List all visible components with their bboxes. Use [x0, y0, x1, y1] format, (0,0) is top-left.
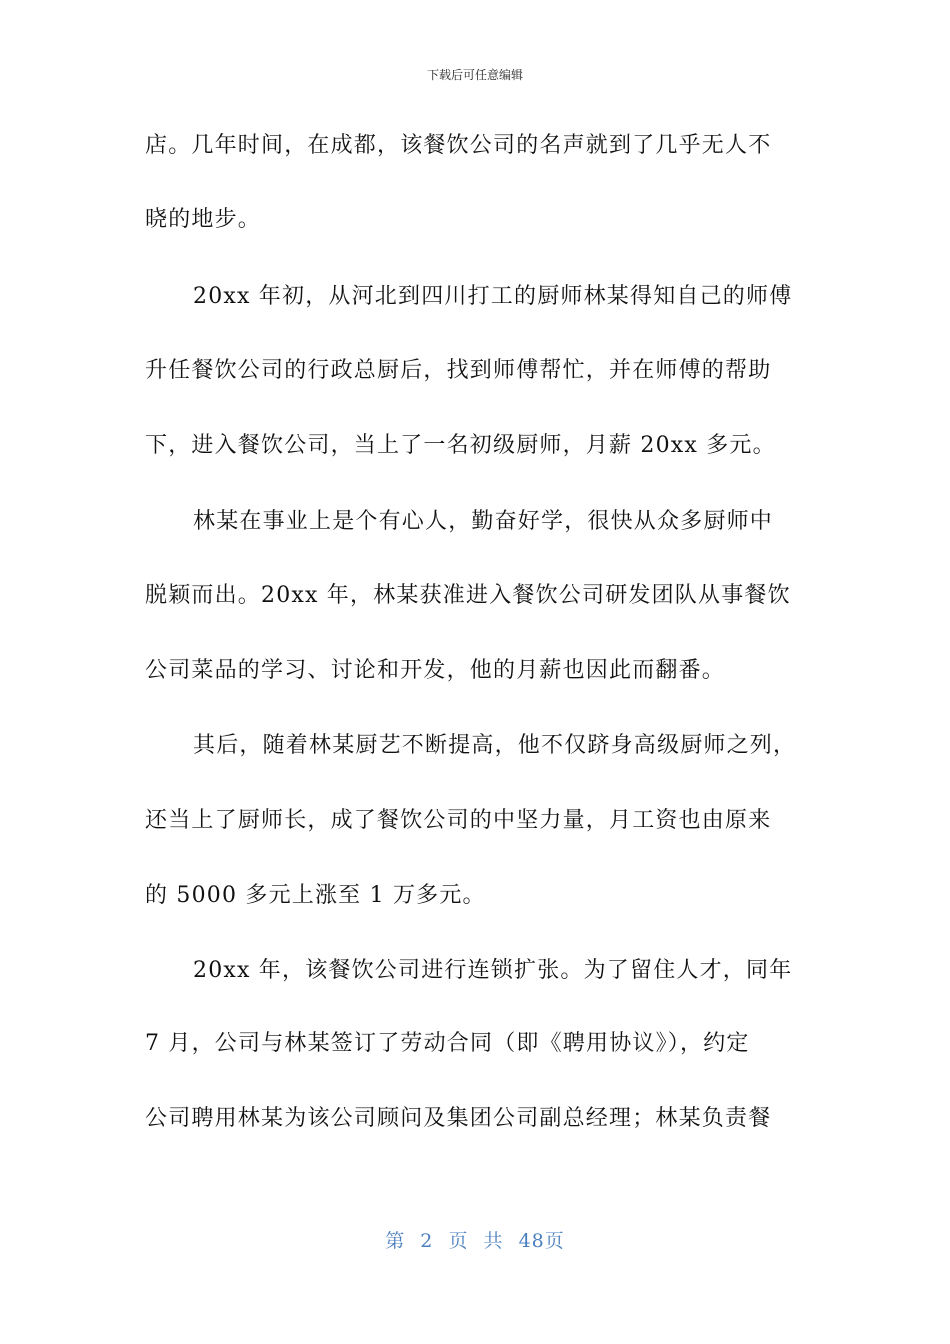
text-line: 晓的地步。 [145, 207, 262, 232]
text-line: 的 5000 多元上涨至 1 万多元。 [145, 883, 486, 908]
text-line: 7 月，公司与林某签订了劳动合同（即《聘用协议》），约定 [145, 1031, 750, 1056]
text-line: 还当上了厨师长，成了餐饮公司的中坚力量，月工资也由原来 [145, 808, 772, 833]
text-line: 升任餐饮公司的行政总厨后，找到师傅帮忙，并在师傅的帮助 [145, 358, 772, 383]
text-line: 脱颖而出。20xx 年，林某获准进入餐饮公司研发团队从事餐饮 [145, 583, 791, 608]
page-number: 2 [420, 1230, 434, 1252]
header-note: 下载后可任意编辑 [426, 68, 523, 82]
total-pages: 48页 [518, 1230, 565, 1252]
text-line: 其后，随着林某厨艺不断提高，他不仅跻身高级厨师之列， [193, 733, 797, 758]
text-line: 林某在事业上是个有心人，勤奋好学，很快从众多厨师中 [193, 509, 774, 534]
footer-word-gong: 共 [483, 1230, 504, 1252]
text-line: 20xx 年，该餐饮公司进行连锁扩张。为了留住人才，同年 [193, 958, 793, 983]
page-footer [0, 1226, 950, 1253]
footer-word-di: 第 [385, 1230, 406, 1252]
text-line: 公司菜品的学习、讨论和开发，他的月薪也因此而翻番。 [145, 658, 726, 683]
text-line: 下，进入餐饮公司，当上了一名初级厨师，月薪 20xx 多元。 [145, 433, 776, 458]
text-line: 公司聘用林某为该公司顾问及集团公司副总经理；林某负责餐 [145, 1106, 772, 1131]
text-line: 店。几年时间，在成都，该餐饮公司的名声就到了几乎无人不 [145, 133, 772, 158]
text-line: 20xx 年初，从河北到四川打工的厨师林某得知自己的师傅 [193, 284, 793, 309]
footer-word-ye: 页 [448, 1230, 469, 1252]
